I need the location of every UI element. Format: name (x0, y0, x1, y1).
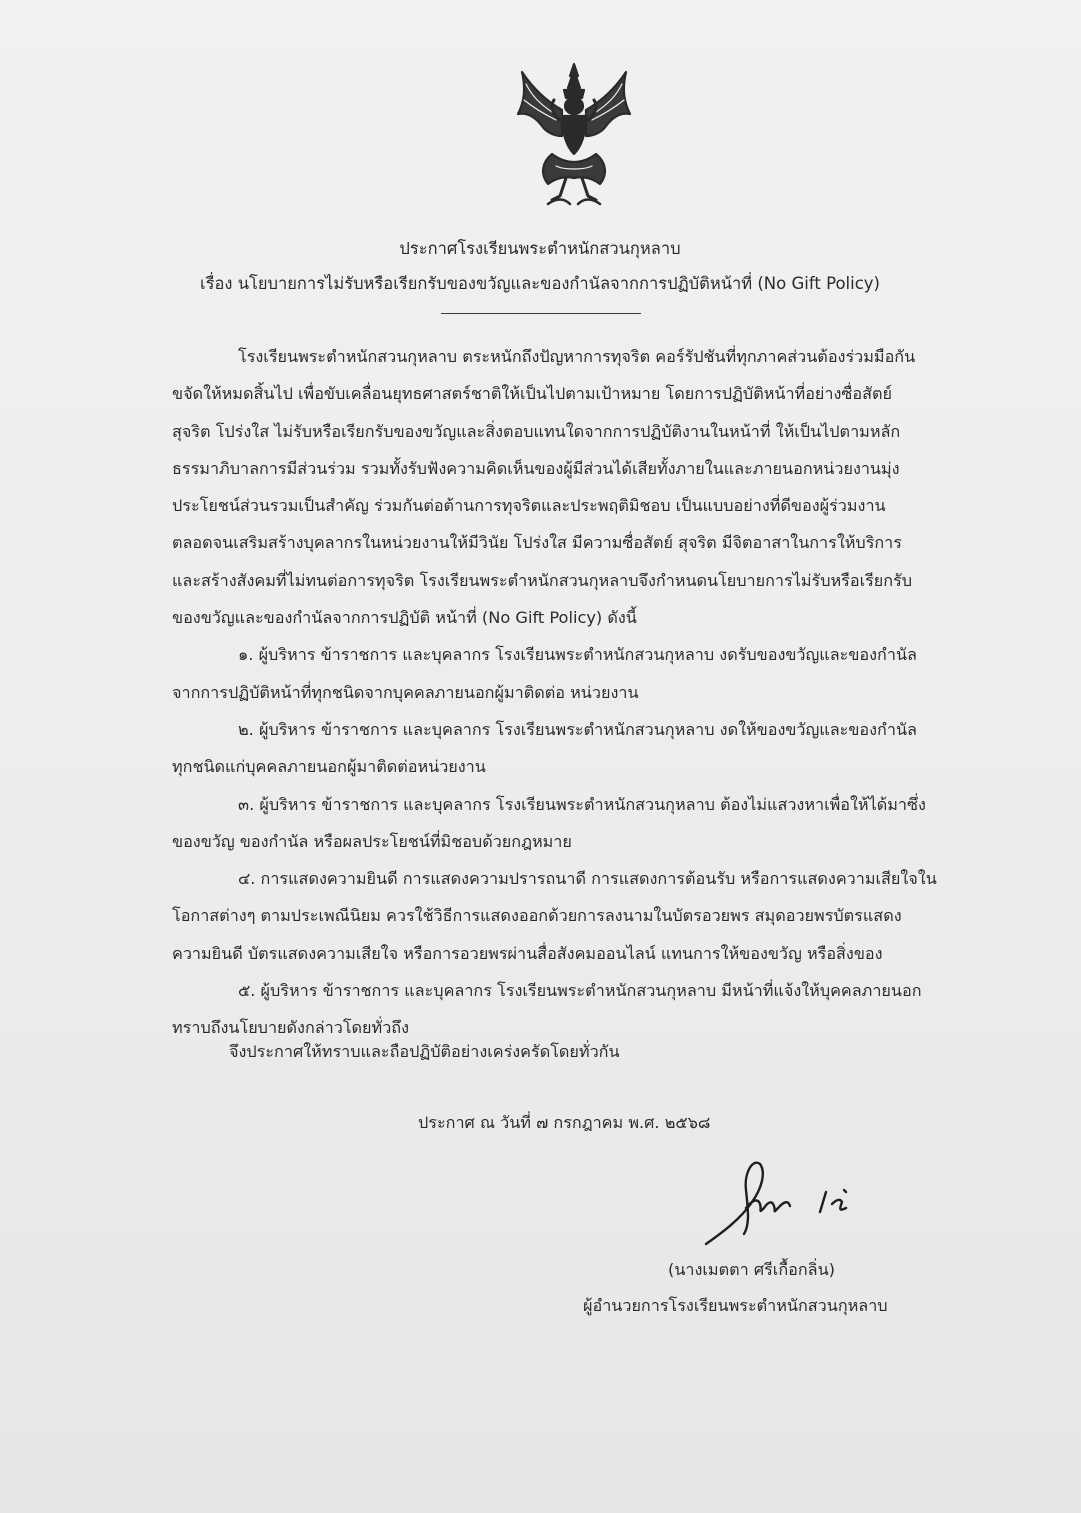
policy-item-3-cont: ของขวัญ ของกำนัล หรือผลประโยชน์ที่มิชอบด้วยกฎหมาย (172, 831, 572, 851)
handwritten-signature-icon (700, 1150, 860, 1250)
intro-line: โรงเรียนพระตำหนักสวนกุหลาบ ตระหนักถึงปัญหาการทุจริต คอร์รัปชันที่ทุกภาคส่วนต้องร่วมมือกัน (238, 347, 916, 366)
intro-line: ประโยชน์ส่วนรวมเป็นสำคัญ ร่วมกันต่อต้านการทุจริตและประพฤติมิชอบ เป็นแบบอย่างที่ดีของผู้ร่วมงาน (172, 496, 886, 516)
signer-name: (นางเมตตา ศรีเกื้อกลิ่น) (668, 1260, 835, 1279)
intro-line: สุจริต โปร่งใส ไม่รับหรือเรียกรับของขวัญและสิ่งตอบแทนใดจากการปฏิบัติงานในหน้าที่ ให้เป็นไปตามหลัก (172, 421, 901, 441)
garuda-emblem-icon (512, 62, 636, 212)
policy-item-3: ๓. ผู้บริหาร ข้าราชการ และบุคลากร โรงเรียนพระตำหนักสวนกุหลาบ ต้องไม่แสวงหาเพื่อให้ได้มาซึ่ง (238, 794, 926, 814)
policy-item-1: ๑. ผู้บริหาร ข้าราชการ และบุคลากร โรงเรียนพระตำหนักสวนกุหลาบ งดรับของขวัญและของกำนัล (238, 645, 917, 665)
policy-item-4-cont: โอกาสต่างๆ ตามประเพณีนิยม ควรใช้วิธีการแสดงออกด้วยการลงนามในบัตรอวยพร สมุดอวยพรบัตรแสดง (172, 906, 902, 926)
announcement-title: ประกาศโรงเรียนพระตำหนักสวนกุหลาบ (399, 239, 681, 258)
intro-line: ของขวัญและของกำนัลจากการปฏิบัติ หน้าที่ (No Gift Policy) ดังนี้ (172, 608, 637, 628)
announcement-date: ประกาศ ณ วันที่ ๗ กรกฎาคม พ.ศ. ๒๕๖๘ (418, 1113, 711, 1132)
policy-item-5-cont: ทราบถึงนโยบายดังกล่าวโดยทั่วถึง (172, 1018, 410, 1038)
policy-item-4-cont: ความยินดี บัตรแสดงความเสียใจ หรือการอวยพรผ่านสื่อสังคมออนไลน์ แทนการให้ของขวัญ หรือสิ่งของ (172, 943, 883, 963)
divider (441, 313, 641, 314)
intro-line: และสร้างสังคมที่ไม่ทนต่อการทุจริต โรงเรียนพระตำหนักสวนกุหลาบจึงกำหนดนโยบายการไม่รับหรือเรียกรับ (172, 570, 913, 590)
intro-line: ตลอดจนเสริมสร้างบุคลากรในหน่วยงานให้มีวินัย โปร่งใส มีความซื่อสัตย์ สุจริต มีจิตอาสาในการให้บริการ (172, 533, 902, 553)
policy-item-4: ๔. การแสดงความยินดี การแสดงความปรารถนาดี การแสดงการต้อนรับ หรือการแสดงความเสียใจใน (238, 869, 937, 889)
announcement-body (172, 338, 990, 1047)
policy-item-2: ๒. ผู้บริหาร ข้าราชการ และบุคลากร โรงเรียนพระตำหนักสวนกุหลาบ งดให้ของขวัญและของกำนัล (238, 719, 917, 739)
intro-line: ธรรมาภิบาลการมีส่วนร่วม รวมทั้งรับฟังความคิดเห็นของผู้มีส่วนได้เสียทั้งภายในและภายนอกหน่วยงานมุ่ง (172, 458, 900, 478)
policy-item-1-cont: จากการปฏิบัติหน้าที่ทุกชนิดจากบุคคลภายนอกผู้มาติดต่อ หน่วยงาน (172, 682, 639, 702)
policy-item-5: ๕. ผู้บริหาร ข้าราชการ และบุคลากร โรงเรียนพระตำหนักสวนกุหลาบ มีหน้าที่แจ้งให้บุคคลภายนอก (238, 981, 922, 1001)
intro-line: ขจัดให้หมดสิ้นไป เพื่อขับเคลื่อนยุทธศาสตร์ชาติให้เป็นไปตามเป้าหมาย โดยการปฏิบัติหน้าที่อย่างซื่อสัตย์ (172, 384, 892, 404)
signer-position: ผู้อำนวยการโรงเรียนพระตำหนักสวนกุหลาบ (583, 1296, 888, 1315)
announcement-subject: เรื่อง นโยบายการไม่รับหรือเรียกรับของขวัญและของกำนัลจากการปฏิบัติหน้าที่ (No Gift Policy) (200, 274, 880, 293)
policy-item-2-cont: ทุกชนิดแก่บุคคลภายนอกผู้มาติดต่อหน่วยงาน (172, 757, 486, 777)
closing-statement: จึงประกาศให้ทราบและถือปฏิบัติอย่างเคร่งครัดโดยทั่วกัน (229, 1042, 620, 1061)
